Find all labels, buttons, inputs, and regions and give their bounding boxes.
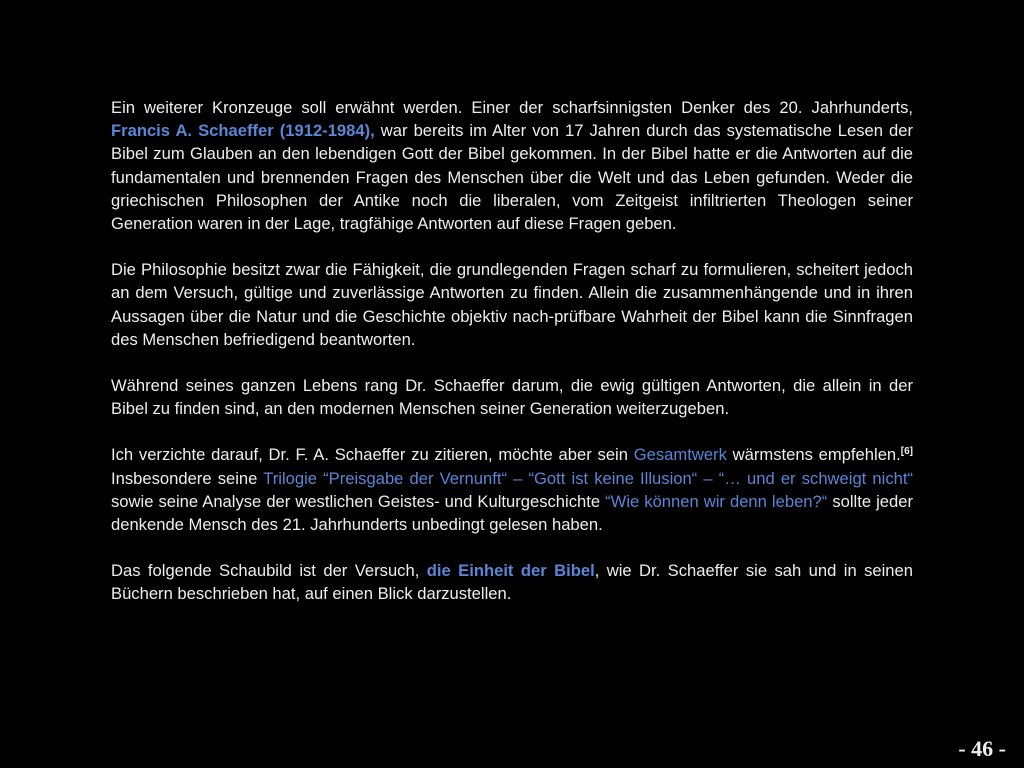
einheit-der-bibel-highlight: die Einheit der Bibel bbox=[426, 561, 595, 581]
p4-text-4: sowie seine Analyse der westlichen Geistes- und Kulturgeschichte bbox=[111, 491, 606, 511]
paragraph-3: Während seines ganzen Lebens rang Dr. Schaeffer darum, die ewig gültigen Antworten, die allein in der Bibel zu finden sind, an den modernen Menschen seiner Generation weiterzugeben. bbox=[111, 376, 913, 419]
gesamtwerk-link[interactable]: Gesamtwerk bbox=[633, 445, 727, 465]
p5-text-1: Das folgende Schaubild ist der Versuch, bbox=[111, 561, 427, 581]
p4-text-5: sollte jeder denkende Mensch des 21. Jahrhunderts unbedingt gelesen haben. bbox=[111, 491, 914, 535]
p4-text-3: Insbesondere seine bbox=[111, 468, 264, 488]
paragraph-5 bbox=[111, 559, 913, 605]
p5-text-2: , wie Dr. Schaeffer sie sah und in seinen Büchern beschrieben hat, auf einen Blick darzustellen. bbox=[111, 561, 913, 604]
trilogie-link[interactable]: Trilogie “Preisgabe der Vernunft“ – “Gott ist keine Illusion“ – “… und er schweigt nicht“ bbox=[263, 468, 913, 488]
footnote-marker: [6] bbox=[900, 446, 913, 458]
schaeffer-name-highlight: Francis A. Schaeffer (1912-1984), bbox=[111, 121, 375, 141]
p4-text-1: Ich verzichte darauf, Dr. F. A. Schaeffer zu zitieren, möchte aber sein bbox=[111, 445, 634, 465]
page-number: - 46 - bbox=[958, 736, 1006, 761]
p1-text-1: Ein weiterer Kronzeuge soll erwähnt werden. Einer der scharfsinnigsten Denker des 20. Jahrhunderts, bbox=[111, 98, 913, 117]
paragraph-2: Die Philosophie besitzt zwar die Fähigkeit, die grundlegenden Fragen scharf zu formulieren, scheitert jedoch an dem Versuch, gültige und zuverlässige Antworten zu finden. Allein die zusammenhängende und in ihren Aussagen über die Natur und die Geschichte objektiv nach-prüfbare Wahrheit der Bibel kann die Sinnfragen des Menschen befriedigend beantworten. bbox=[111, 260, 913, 349]
paragraph-4 bbox=[111, 443, 913, 536]
wie-koennen-wir-leben-link[interactable]: “Wie können wir denn leben?“ bbox=[605, 491, 828, 511]
paragraph-1 bbox=[111, 96, 913, 235]
p1-text-2: war bereits im Alter von 17 Jahren durch das systematische Lesen der Bibel zum Glauben an den lebendigen Gott der Bibel gekommen. In der Bibel hatte er die Antworten auf die fundamentalen und brennenden Fragen des Menschen über die Welt und das Leben gefunden. Weder die griechischen Philosophen der Antike noch die liberalen, vom Zeitgeist infiltrierten Theologen seiner Generation waren in der Lage, tragfähige Antworten auf diese Fragen geben. bbox=[111, 121, 913, 234]
body-text bbox=[111, 96, 913, 629]
p4-text-2: wärmstens empfehlen. bbox=[726, 445, 901, 465]
